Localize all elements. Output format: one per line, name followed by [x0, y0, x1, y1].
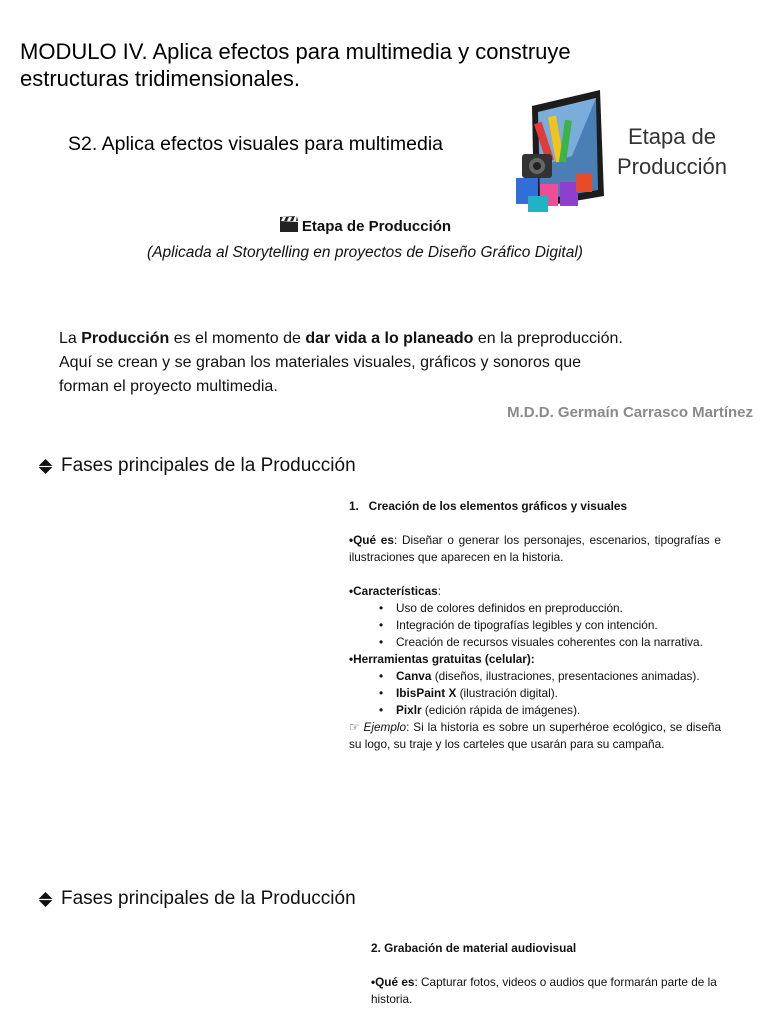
intro-bold: Producción [81, 330, 170, 347]
module-title: MODULO IV. Aplica efectos para multimedia y construye estructuras tridimensionales. [20, 39, 571, 91]
tool-desc: (diseños, ilustraciones, presentaciones animadas). [431, 669, 700, 683]
characteristics-list [349, 600, 721, 651]
definition-text: : Capturar fotos, videos o audios que formarán parte de la historia. [371, 975, 717, 1006]
banner-caption-line-2: Producción [616, 154, 728, 179]
author-credit: M.D.D. Germaín Carrasco Martínez [507, 404, 753, 421]
diamond-bullet-icon [38, 459, 53, 474]
phase-heading-text: Fases principales de la Producción [61, 455, 356, 476]
card-title: 2. Grabación de material audiovisual [371, 941, 577, 955]
session-subtitle: S2. Aplica efectos visuales para multimedia [68, 133, 444, 155]
phase-heading-1 [38, 455, 356, 477]
definition-label: •Qué es [371, 975, 415, 989]
production-stage-banner [512, 86, 734, 218]
definition-paragraph [349, 532, 721, 566]
tool-name: IbisPaint X [396, 686, 457, 700]
example-text: : Si la historia es sobre un superhéroe ecológico, se diseña su logo, su traje y los carteles que usarán para su campaña. [349, 720, 721, 751]
phase-heading-2 [38, 888, 356, 910]
intro-line-2: Aquí se crean y se graban los materiales visuales, gráficos y sonoros que [59, 354, 582, 371]
definition-label: •Qué es [349, 533, 394, 547]
example-label: Ejemplo [363, 720, 407, 734]
tool-desc: (edición rápida de imágenes). [421, 703, 581, 717]
phase-heading-text: Fases principales de la Producción [61, 888, 356, 909]
intro-bold: dar vida a lo planeado [305, 330, 474, 347]
tool-name: Pixlr [396, 703, 422, 717]
banner-caption-line-1: Etapa de [627, 124, 717, 149]
clapperboard-icon [279, 216, 299, 233]
list-item [396, 668, 721, 685]
intro-paragraph [59, 327, 699, 399]
definition-text: : Diseñar o generar los personajes, escenarios, tipografías e ilustraciones que aparecen en la historia. [349, 533, 721, 564]
section-heading-text: Etapa de Producción [301, 218, 452, 235]
banner-caption [602, 122, 742, 182]
section-heading [0, 216, 730, 235]
phase-card-1 [349, 498, 721, 753]
pointing-hand-icon: ☞ [349, 720, 364, 734]
example-paragraph [349, 719, 721, 753]
characteristics-colon: : [437, 584, 442, 598]
characteristics-label: •Características [349, 584, 438, 598]
list-item [396, 702, 721, 719]
intro-text: en la preproducción. [473, 330, 623, 347]
card-title: 1. Creación de los elementos gráficos y visuales [349, 499, 627, 513]
list-item: • Integración de tipografías legibles y con intención. [396, 617, 721, 634]
tools-list [349, 668, 721, 719]
tool-desc: (ilustración digital). [456, 686, 558, 700]
list-item: • Uso de colores definidos en preproducción. [396, 600, 721, 617]
section-subheading: (Aplicada al Storytelling en proyectos de Diseño Gráfico Digital) [147, 244, 583, 261]
intro-text: La [59, 330, 82, 347]
intro-line-3: forman el proyecto multimedia. [59, 378, 278, 395]
list-item [396, 685, 721, 702]
media-tools-tablet-icon [512, 86, 612, 218]
characteristics-label-line [349, 583, 721, 600]
tools-label-text: •Herramientas gratuitas (celular): [349, 652, 535, 666]
list-item: • Creación de recursos visuales coherentes con la narrativa. [396, 634, 721, 651]
diamond-bullet-icon [38, 892, 53, 907]
definition-paragraph [371, 974, 727, 1008]
intro-text: es el momento de [169, 330, 306, 347]
intro-line-1 [59, 327, 699, 351]
tools-label [349, 651, 721, 668]
tool-name: Canva [396, 669, 432, 683]
phase-card-2 [371, 940, 727, 1008]
